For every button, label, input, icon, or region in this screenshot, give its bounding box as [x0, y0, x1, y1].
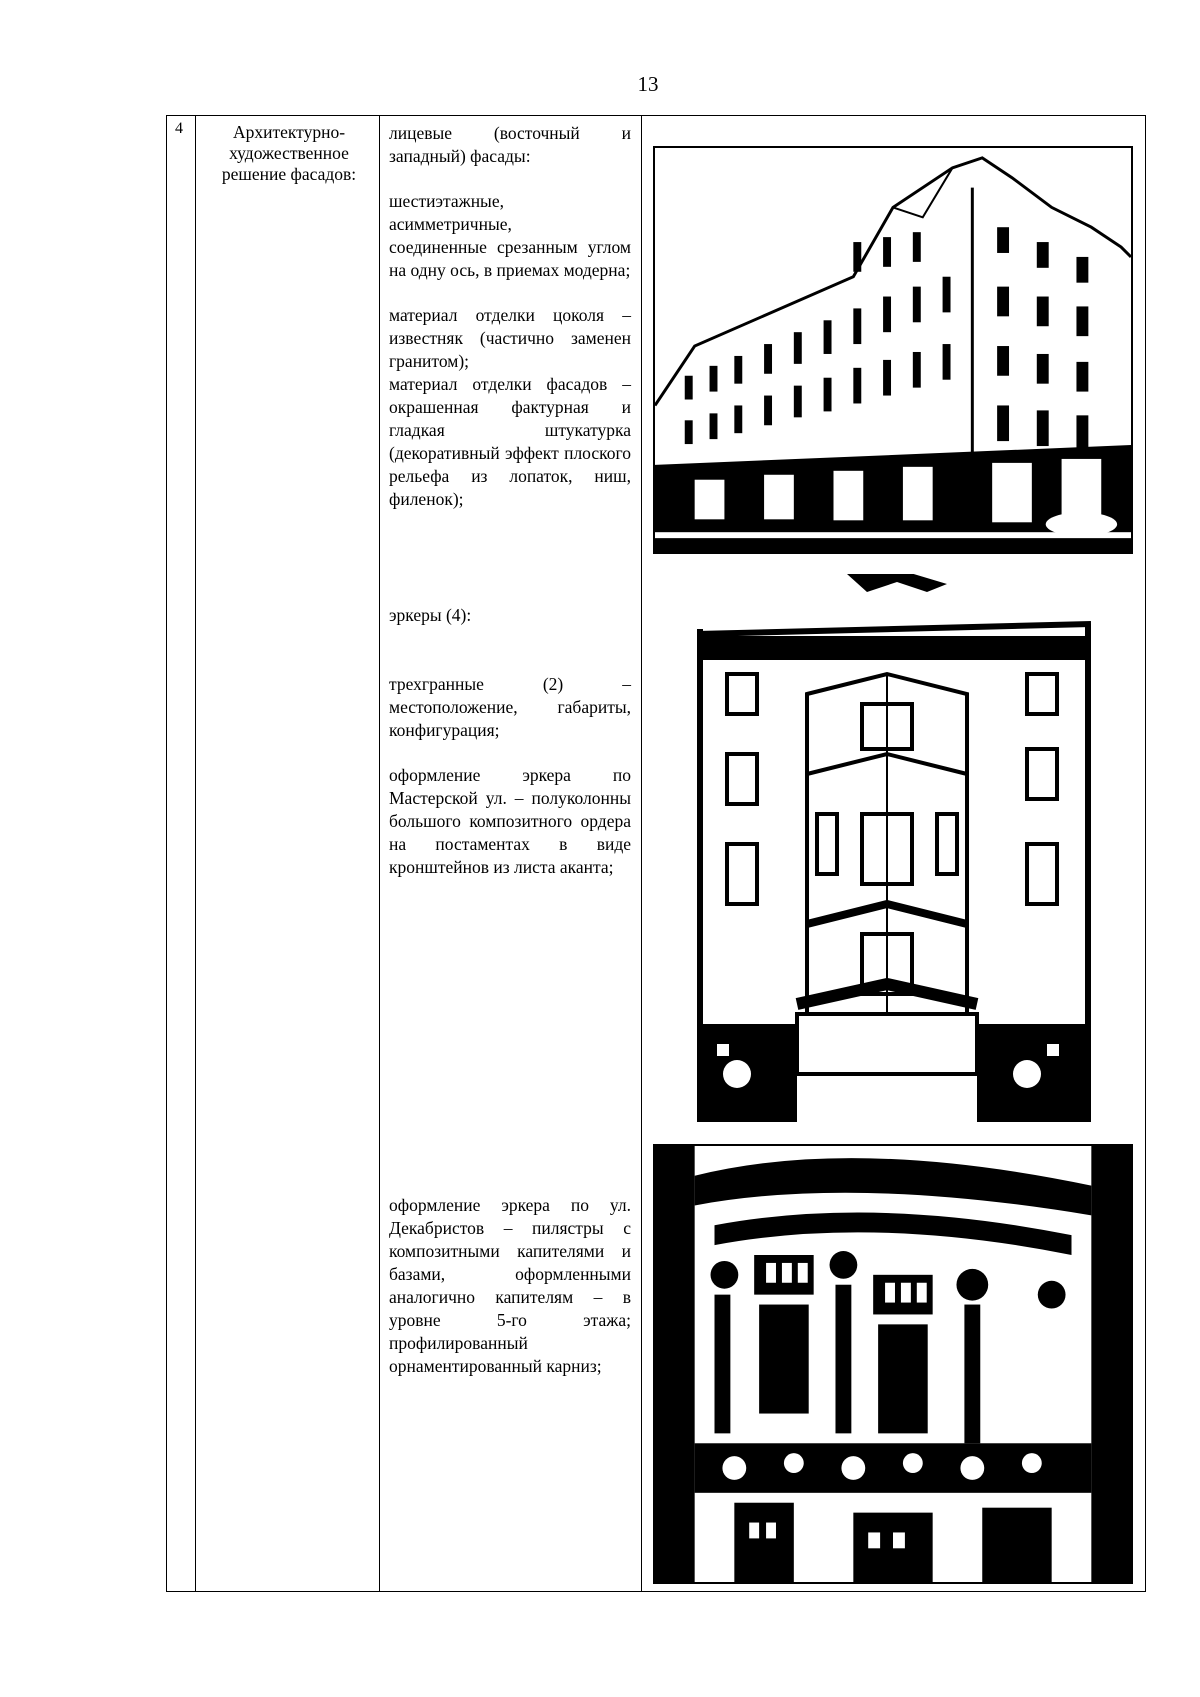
desc-corner: соединенные срезанным углом на одну ось, в приемах модерна; — [389, 237, 631, 280]
desc-bay-trihedral: трехгранные (2) – местоположение, габариты, конфигурация; — [389, 674, 631, 740]
building-facade-icon — [655, 148, 1131, 552]
bay-window-icon — [697, 574, 1091, 1122]
desc-bay-dekabristov: оформление эркера по ул. Декабристов – пилястры с композитными капителями и базами, оформленными аналогично капителям – в уровне 5-го этажа; профилированный орнаментированный карниз; — [389, 1195, 631, 1376]
desc-bay-masterskaya: оформление эркера по Мастерской ул. – полуколонны большого композитного ордера на постаментах в виде кронштейнов из листа аканта; — [389, 765, 631, 877]
column-divider — [641, 116, 642, 1591]
desc-plinth: материал отделки цоколя – известняк (частично заменен гранитом); — [389, 305, 631, 371]
content-table — [166, 115, 1146, 1592]
corner-building-photo — [653, 146, 1133, 554]
column-divider — [379, 116, 380, 1591]
row-number: 4 — [175, 120, 183, 137]
description-bay — [389, 604, 631, 879]
ornament-icon — [655, 1146, 1131, 1582]
bay-window-photo — [697, 574, 1091, 1122]
desc-floors: шестиэтажные, — [389, 191, 504, 211]
page-number: 13 — [637, 72, 659, 96]
desc-finish: материал отделки фасадов – окрашенная фактурная и гладкая штукатурка (декоративный эффект плоского рельефа из лопаток, ниш, филенок); — [389, 374, 631, 509]
bay-window-detail-photo — [653, 1144, 1133, 1584]
desc-facades: лицевые (восточный и западный) фасады: — [389, 123, 631, 166]
row-title: Архитектурно-художественное решение фасадов: — [221, 122, 357, 184]
column-divider — [195, 116, 196, 1591]
description-bay-2 — [389, 1194, 631, 1378]
desc-asymmetric: асимметричные, — [389, 214, 512, 234]
desc-bay-count: эркеры (4): — [389, 605, 472, 625]
description-column — [389, 122, 631, 511]
